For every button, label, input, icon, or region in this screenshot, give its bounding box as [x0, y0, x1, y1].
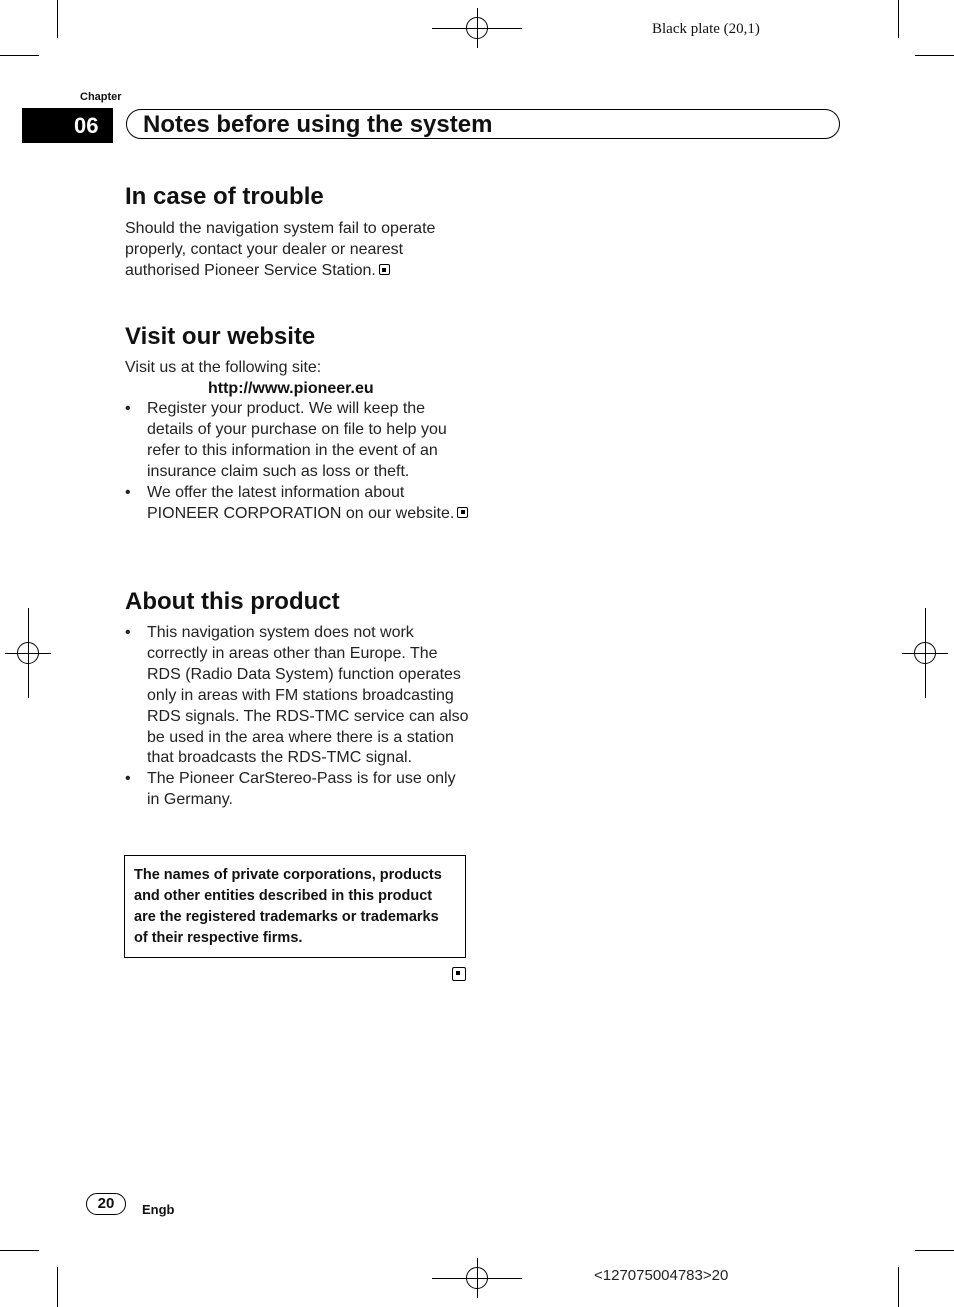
- list-item: [125, 769, 470, 811]
- end-mark-box: [452, 967, 466, 981]
- website-link[interactable]: http://www.pioneer.eu: [208, 380, 374, 397]
- trademark-note: The names of private corporations, products and other entities described in this product are the registered trademarks or trademarks of their respective firms.: [124, 855, 466, 958]
- heading-website: Visit our website: [125, 323, 316, 350]
- chapter-label: Chapter: [80, 91, 122, 103]
- page-number: 20: [86, 1193, 126, 1215]
- bullet-text: The Pioneer CarStereo-Pass is for use only in Germany.: [147, 770, 456, 809]
- trouble-text: Should the navigation system fail to operate properly, contact your dealer or nearest authorised Pioneer Service Station.: [125, 220, 436, 279]
- list-item: [125, 483, 470, 525]
- language-code: Engb: [142, 1202, 175, 1217]
- chapter-number: 06: [74, 113, 99, 138]
- list-item: [125, 623, 470, 769]
- heading-trouble: In case of trouble: [125, 183, 324, 210]
- bullet-text: This navigation system does not work correctly in areas other than Europe. The RDS (Radio Data System) function operates only in areas with FM stations broadcasting RDS signals. The RDS-TMC service can also be used in the area where there is a station that broadcasts the RDS-TMC signal.: [147, 624, 469, 767]
- heading-product: About this product: [125, 588, 340, 615]
- trouble-body: [125, 218, 470, 281]
- chapter-title: Notes before using the system: [143, 111, 493, 138]
- end-of-section-icon: [452, 967, 466, 986]
- end-of-section-icon: [457, 507, 468, 518]
- bullet-text: Register your product. We will keep the details of your purchase on file to help you refer to this information in the event of an insurance claim such as loss or theft.: [147, 400, 447, 480]
- bullet-text: We offer the latest information about PIONEER CORPORATION on our website.: [147, 483, 455, 522]
- list-item: [125, 399, 470, 483]
- product-bullet-list: [125, 623, 470, 811]
- document-code: <127075004783>20: [594, 1267, 729, 1284]
- end-of-section-icon: [379, 264, 390, 275]
- plate-label: Black plate (20,1): [652, 21, 760, 37]
- chapter-number-badge: [22, 108, 113, 143]
- website-intro: Visit us at the following site:: [125, 359, 322, 376]
- website-bullet-list: [125, 399, 470, 524]
